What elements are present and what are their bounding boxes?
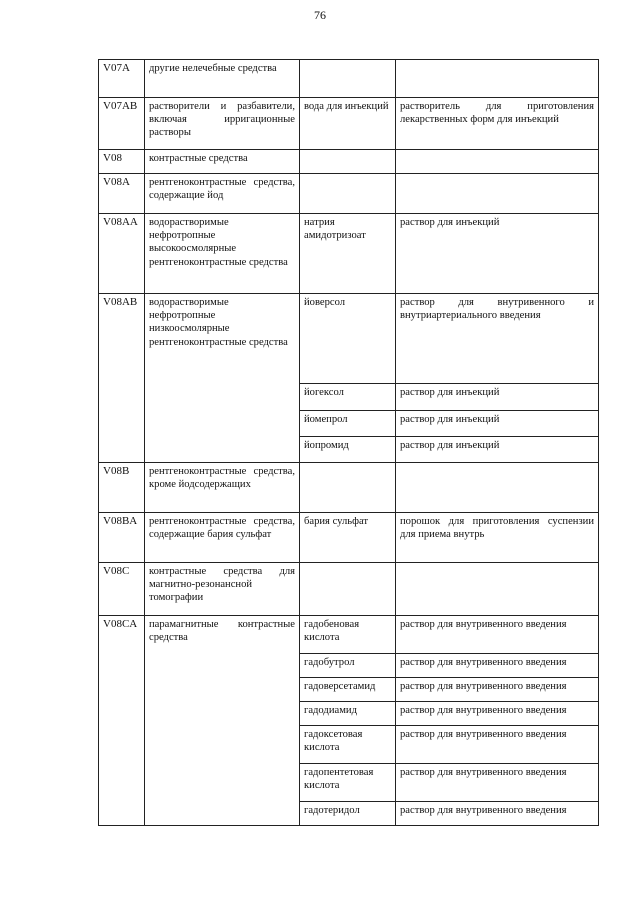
group-name-cell: рентгеноконтрастные средства, содержащие йод — [145, 174, 300, 214]
atc-code-cell: V08C — [99, 563, 145, 616]
group-name-cell: водорастворимые нефротропные низкоосмолярные рентгеноконтрастные средства — [145, 294, 300, 463]
dosage-form-cell — [396, 174, 599, 214]
group-name-cell: водорастворимые нефротропные высокоосмолярные рентгеноконтрастные средства — [145, 214, 300, 294]
drug-name-cell: гадодиамид — [300, 702, 396, 726]
drug-name-cell: йопромид — [300, 437, 396, 463]
dosage-form-cell: раствор для внутривенного введения — [396, 654, 599, 678]
dosage-form-cell: раствор для инъекций — [396, 411, 599, 437]
drug-name-cell: гадобутрол — [300, 654, 396, 678]
table-row — [99, 513, 599, 563]
drug-name-cell: гадотеридол — [300, 802, 396, 826]
group-name-cell: растворители и разбавители, включая ирригационные растворы — [145, 98, 300, 150]
atc-code-cell: V08B — [99, 463, 145, 513]
drug-name-cell — [300, 60, 396, 98]
dosage-form-cell: раствор для внутривенного введения — [396, 726, 599, 764]
dosage-form-cell: раствор для инъекций — [396, 214, 599, 294]
drug-name-cell — [300, 563, 396, 616]
drug-name-cell — [300, 150, 396, 174]
table-row — [99, 294, 599, 384]
group-name-cell: парамагнитные контрастные средства — [145, 616, 300, 826]
drug-name-cell: гадоверсетамид — [300, 678, 396, 702]
page-number: 76 — [314, 8, 326, 22]
dosage-form-cell: раствор для внутривенного введения — [396, 764, 599, 802]
dosage-form-cell: раствор для внутривенного введения — [396, 802, 599, 826]
group-name-cell: контрастные средства — [145, 150, 300, 174]
drug-name-cell: гадобеновая кислота — [300, 616, 396, 654]
table-row — [99, 463, 599, 513]
drug-name-cell — [300, 463, 396, 513]
table-row — [99, 616, 599, 654]
dosage-form-cell: раствор для внутривенного введения — [396, 616, 599, 654]
table-row — [99, 214, 599, 294]
table-row — [99, 60, 599, 98]
dosage-form-cell: раствор для внутривенного введения — [396, 678, 599, 702]
table-row — [99, 150, 599, 174]
dosage-form-cell — [396, 60, 599, 98]
dosage-form-cell: раствор для внутривенного и внутриартериального введения — [396, 294, 599, 384]
drug-name-cell: вода для инъекций — [300, 98, 396, 150]
atc-code-cell: V08 — [99, 150, 145, 174]
atc-table — [98, 59, 599, 826]
atc-table-body — [99, 60, 599, 826]
atc-code-cell: V07AB — [99, 98, 145, 150]
atc-code-cell: V07A — [99, 60, 145, 98]
atc-code-cell: V08AA — [99, 214, 145, 294]
table-row — [99, 98, 599, 150]
atc-code-cell: V08AB — [99, 294, 145, 463]
atc-code-cell: V08A — [99, 174, 145, 214]
atc-code-cell: V08CA — [99, 616, 145, 826]
drug-name-cell — [300, 174, 396, 214]
dosage-form-cell — [396, 563, 599, 616]
table-row — [99, 563, 599, 616]
atc-code-cell: V08BA — [99, 513, 145, 563]
dosage-form-cell: растворитель для приготовления лекарственных форм для инъекций — [396, 98, 599, 150]
drug-name-cell: йогексол — [300, 384, 396, 411]
drug-name-cell: гадоксетовая кислота — [300, 726, 396, 764]
dosage-form-cell — [396, 463, 599, 513]
drug-name-cell: бария сульфат — [300, 513, 396, 563]
dosage-form-cell: порошок для приготовления суспензии для приема внутрь — [396, 513, 599, 563]
drug-name-cell: натрия амидотризоат — [300, 214, 396, 294]
table-row — [99, 174, 599, 214]
group-name-cell: другие нелечебные средства — [145, 60, 300, 98]
drug-name-cell: йоверсол — [300, 294, 396, 384]
dosage-form-cell: раствор для инъекций — [396, 437, 599, 463]
dosage-form-cell: раствор для инъекций — [396, 384, 599, 411]
dosage-form-cell — [396, 150, 599, 174]
dosage-form-cell: раствор для внутривенного введения — [396, 702, 599, 726]
drug-name-cell: йомепрол — [300, 411, 396, 437]
group-name-cell: рентгеноконтрастные средства, кроме йодсодержащих — [145, 463, 300, 513]
group-name-cell: контрастные средства для магнитно-резонансной томографии — [145, 563, 300, 616]
drug-name-cell: гадопентетовая кислота — [300, 764, 396, 802]
group-name-cell: рентгеноконтрастные средства, содержащие бария сульфат — [145, 513, 300, 563]
